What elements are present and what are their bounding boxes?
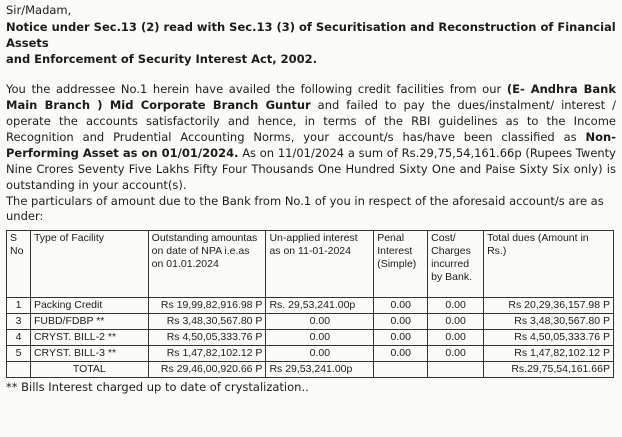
particulars-text: The particulars of amount due to the Bank from No.1 of you in respect of the aforesaid account/s are as under: [6, 194, 604, 223]
cell-cost: 0.00 [428, 330, 484, 346]
table-row [7, 298, 614, 314]
cell-outstanding: Rs 19,99,82,916.98 P [148, 298, 266, 314]
cell-empty [428, 362, 484, 378]
header-sno: S No [7, 231, 31, 298]
cell-total: Rs 20,29,36,157.98 P [484, 298, 614, 314]
npa-date: Non-Performing Asset as on 01/01/2024. [6, 130, 616, 160]
para-text-3: As on 11/01/2024 a sum of Rs.29,75,54,161.66p (Rupees Twenty Nine Crores Seventy Five Lakhs Fifty Four Thousands One Hundred Sixty One and Paise Sixty Six only) is outstanding in your account(s). [6, 146, 616, 192]
dues-table [6, 230, 614, 378]
salutation: Sir/Madam, [6, 3, 72, 17]
header-total: Total dues (Amount in Rs.) [484, 231, 614, 298]
cell-sno: 3 [7, 314, 31, 330]
branch-name: (E- Andhra Bank Main Branch ) Mid Corporate Branch Guntur [6, 82, 616, 112]
cell-empty [7, 362, 31, 378]
cell-unapplied: 0.00 [266, 314, 374, 330]
cell-facility: Packing Credit [30, 298, 148, 314]
table-header-row [7, 231, 614, 298]
header-outstanding: Outstanding amountas on date of NPA i.e.as on 01.01.2024 [148, 231, 266, 298]
cell-penal: 0.00 [374, 346, 428, 362]
cell-outstanding: Rs 4,50,05,333.76 P [148, 330, 266, 346]
cell-outstanding: Rs 3,48,30,567.80 P [148, 314, 266, 330]
header-facility: Type of Facility [30, 231, 148, 298]
table-row [7, 314, 614, 330]
total-row [7, 362, 614, 378]
cell-outstanding: Rs 1,47,82,102.12 P [148, 346, 266, 362]
cell-cost: 0.00 [428, 346, 484, 362]
notice-document [0, 3, 622, 437]
header-unapplied: Un-applied interest as on 11-01-2024 [266, 231, 374, 298]
table-row [7, 330, 614, 346]
para-text-2: and failed to pay the dues/instalment/ interest / operate the accounts satisfactorily and hence, in terms of the RBI guidelines as to the Income Recognition and Prudential Accounting Norms, your account/s has/have been classified as [6, 98, 616, 144]
notice-line-2: and Enforcement of Security Interest Act, 2002. [6, 52, 318, 66]
total-outstanding: Rs 29,46,00,920.66 P [148, 362, 266, 378]
footnote: ** Bills Interest charged up to date of crystalization.. [6, 380, 309, 394]
cell-penal: 0.00 [374, 314, 428, 330]
cell-unapplied: 0.00 [266, 346, 374, 362]
cell-total: Rs 3,48,30,567.80 P [484, 314, 614, 330]
cell-unapplied: Rs. 29,53,241.00p [266, 298, 374, 314]
total-label: TOTAL [30, 362, 148, 378]
cell-sno: 4 [7, 330, 31, 346]
cell-penal: 0.00 [374, 298, 428, 314]
cell-facility: FUBD/FDBP ** [30, 314, 148, 330]
cell-total: Rs 1,47,82,102.12 P [484, 346, 614, 362]
cell-facility: CRYST. BILL-2 ** [30, 330, 148, 346]
total-unapplied: Rs 29,53,241.00p [266, 362, 374, 378]
cell-cost: 0.00 [428, 298, 484, 314]
notice-heading [6, 19, 616, 67]
cell-sno: 1 [7, 298, 31, 314]
header-penal: Penal Interest (Simple) [374, 231, 428, 298]
total-dues: Rs.29,75,54,161.66P [484, 362, 614, 378]
header-cost: Cost/ Charges incurred by Bank. [428, 231, 484, 298]
cell-penal: 0.00 [374, 330, 428, 346]
cell-facility: CRYST. BILL-3 ** [30, 346, 148, 362]
body-paragraph [6, 81, 616, 193]
para-text-1: You the addressee No.1 herein have availed the following credit facilities from our [6, 82, 507, 96]
table-row [7, 346, 614, 362]
cell-unapplied: 0.00 [266, 330, 374, 346]
cell-empty [374, 362, 428, 378]
cell-cost: 0.00 [428, 314, 484, 330]
cell-total: Rs 4,50,05,333.76 P [484, 330, 614, 346]
notice-line-1: Notice under Sec.13 (2) read with Sec.13 (3) of Securitisation and Reconstruction of Financial Assets [6, 20, 616, 50]
cell-sno: 5 [7, 346, 31, 362]
